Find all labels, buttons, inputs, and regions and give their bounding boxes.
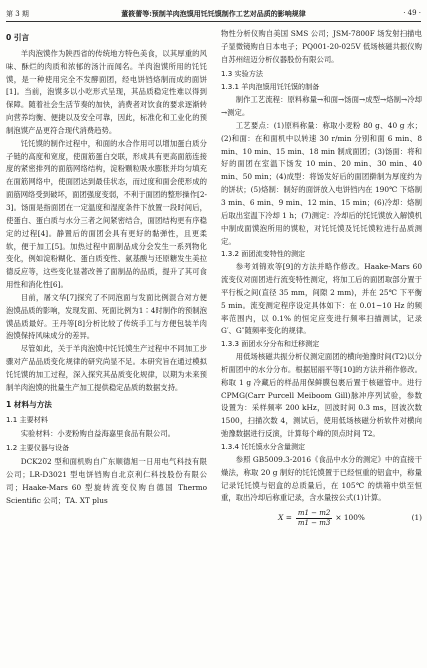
equation-tail: × 100%	[335, 513, 365, 523]
issue-label: 第 3 期	[6, 10, 29, 18]
equation-number: (1)	[411, 513, 422, 523]
right-column	[221, 28, 422, 528]
intro-paragraph: 羊肉泡馍作为陕西省的传统地方特色美食，以其厚重的风味、酥烂的肉质和浓郁的汤汁而闻名。羊肉泡馍所用的饦饦馍，是一种使用完全不发酵面团，经电饼铛烙制而成的面饼[1]。当前，泡馍多以小吃形式呈现，其品质稳定性难以得到保障。随着社会生活节奏的加快，消费者对饮食的要求逐渐转向营养均衡、便捷以及安全可靠，因此，标准化和工业化的预制泡馍产品更符合现代消费趋势。	[6, 48, 207, 135]
rheology-paragraph: 参考刘锦欢等[9]的方法并略作修改。Haake-Mars 60 流变仪对面团进行流变特性测定，将加工后的面团取部分置于平行板之间(直径 35 mm，间隙 2 mm)，并在 25℃ 下平衡 5 min。流变测定程序设定具体如下：在 0.01~10 Hz 的频率范围内，以 0.1% 的恒定应变进行频率扫描测试，记录 G′、G″随频率变化的规律。	[221, 262, 422, 336]
equation-fraction	[296, 509, 333, 528]
subsubsection-preparation-heading: 1.3.1 羊肉泡馍用饦饦馍的制备	[221, 82, 320, 92]
method-paragraph: 工艺要点：(1)原料称量：称取小麦粉 80 g、40 g 水；(2)和面：在和面机中以转速 30 r/min 分别和面 6 min、8 min、10 min、15 min、18 min 制成面团；(3)饧面：将和好的面团在室温下饧发 10 min、20 min、30 min、40 min、50 min；(4)成型：将饧发好后的面团擀制为厚度约为的饼状；(5)烙制：制好的面饼放入电饼铛内在 190℃ 下烙制 3 min、6 min、9 min、12 min、15 min；(6)冷却：烙制后取出室温下冷却 1 h；(7)测定：冷却后的饦饦馍放入解馍机中制成面馍泡所用的馍粒，对饦饦馍及饦饦馍粒进行品质测定。	[221, 120, 422, 246]
materials-paragraph: 实验材料：小麦粉购自益海嘉里食品有限公司。	[20, 429, 175, 439]
intro-paragraph: 目前，屠文华[7]探究了不同泡面与发面比例混合对方便泡馍品质的影响，发现发面、死面比例为1∶4时制作的预制泡馍品质最好。王丹等[8]分析比较了传统手工与方便包装羊肉泡馍保持风味成分的差异。	[6, 292, 207, 341]
section-intro-heading: 0 引言	[6, 33, 30, 42]
equation-lhs: X =	[278, 513, 292, 523]
instruments-continued: 物性分析仪购自美国 SMS 公司；JSM-7800F 场发射扫描电子显微镜购自日本电子；PQ001-20-025V 低场核磁共振仪购自苏州纽迈分析仪器股份有限公司。	[221, 29, 422, 64]
subsection-instruments-heading: 1.2 主要仪器与设备	[6, 443, 70, 453]
subsubsection-water-heading: 1.3.3 面团水分分布和迁移测定	[221, 339, 320, 349]
equation-1	[221, 509, 422, 528]
instruments-paragraph: DCK202 型和面机购自广东顺德旭一日用电气科技有限公司；LR-D3021 型电饼铛购自北京利仁科技股份有限公司；Haake-Mars 60 型旋转流变仪购自德国 Thermo Scientific 公司；TA. XT plus	[6, 457, 207, 505]
page-number: · 49 ·	[403, 9, 421, 17]
subsection-methods-heading: 1.3 实验方法	[221, 68, 263, 78]
intro-paragraph: 尽管如此，关于羊肉泡馍中饦饦馍生产过程中不同加工步骤对产品品质变化规律的研究尚显不足。本研究旨在通过模拟饦饦馍的加工过程，深入探究其品质变化规律，以期为未来预制羊肉泡馍的批量生产加工提供稳定品质的数据支持。	[6, 344, 207, 392]
subsubsection-moisture-heading: 1.3.4 饦饦馍水分含量测定	[221, 442, 306, 451]
section-methods-heading: 1 材料与方法	[6, 399, 52, 409]
equation-denominator: m1 − m3	[297, 519, 331, 528]
water-paragraph: 用低场核磁共振分析仪测定面团的横向弛豫时间(T2)以分析面团中的水分分布。根据屈丽平等[10]的方法并稍作修改。称取 1 g 冷藏后的样品用保鲜膜包裹后置于核磁管中。进行 CPMG(Carr Purcell Meiboom Gill)脉冲序列试验，参数设置为：采样频率 200 kHz，回波时间 0.3 ms，回波次数 1500，扫描次数 4，测试后，使用低场核磁分析软件对横向弛豫数据进行反演，计算每个峰的顶点时间 T2。	[221, 352, 422, 439]
subsection-materials-heading: 1.1 主要材料	[6, 415, 48, 425]
process-paragraph: 制作工艺流程：原料称量→和面→饧面→成型→烙制→冷却→测定。	[221, 95, 422, 118]
left-column	[6, 28, 207, 507]
subsubsection-rheology-heading: 1.3.2 面团流变特性的测定	[221, 249, 306, 259]
running-title: 董筱蕾等:预制羊肉泡馍用饦饦馍制作工艺对品质的影响规律	[121, 9, 306, 18]
page-header	[6, 7, 421, 22]
equation-numerator: m1 − m2	[297, 509, 331, 518]
moisture-paragraph: 参照 GB5009.3-2016《食品中水分的测定》中的直接干燥法，称取 20 g 制好的饦饦馍置于已经恒重的铝盒中，称量记录饦饦馍与铝盒的总质量后，在 105℃ 的烘箱中烘至恒重，取出冷却后称重记录，含水量按公式(1)计算。	[221, 454, 422, 503]
intro-paragraph: 饦饦馍的制作过程中，和面的水合作用可以增加蛋白质分子链的高度和宽度，使面筋蛋白交联，形成具有更高面筋连接度的紧密排列的面筋网络结构，淀粉颗粒吸水膨胀并均匀填充在面筋网络中，使面团达到最佳状态，而过度和面会使形成的面筋网络受到破坏，面团强度变弱，不利于面团的整形操作[2-3]。饧面是指面团在一定温度和湿度条件下放置一段时间后，使蛋白、蛋白质与水分三者之间紧密结合，面团结构更有序稳定的过程[4]。静置后的面团会具有更好的黏弹性，且更柔软，便于加工[5]。加热过程中面制品成分会发生一系列物化变化，例如淀粉糊化、蛋白质变性、氨基酸与还原糖发生美拉德反应等，这些变化显著改善了面制品的品质，提升了其可食用性和消化性[6]。	[6, 138, 207, 290]
